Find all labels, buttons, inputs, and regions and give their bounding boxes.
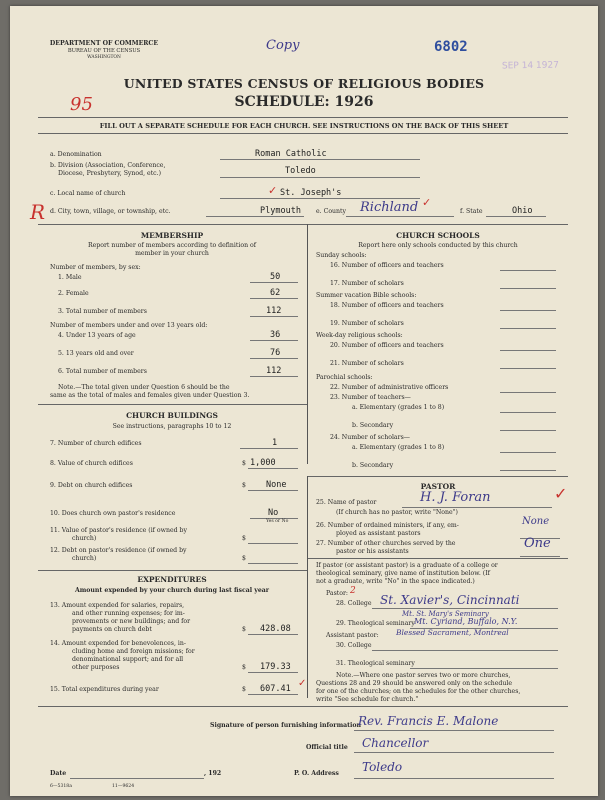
official-title-label: Official title bbox=[306, 744, 348, 751]
dollar-sign: $ bbox=[242, 460, 246, 467]
pastor-note-3: for one of the churches; on the schedules for the other churches, bbox=[316, 688, 521, 695]
margin-letter: R bbox=[30, 200, 46, 224]
schools-intro: Report here only schools conducted by this church bbox=[358, 242, 518, 249]
county-value: Richland bbox=[360, 200, 419, 215]
denomination-value: Roman Catholic bbox=[255, 149, 327, 159]
pastor-heading: PASTOR bbox=[420, 482, 456, 491]
q24a-label: a. Elementary (grades 1 to 8) bbox=[352, 444, 445, 451]
membership-intro: Report number of members according to definition of bbox=[87, 242, 257, 249]
pastor-name-value: H. J. Foran bbox=[420, 490, 491, 505]
membership-heading: MEMBERSHIP bbox=[140, 231, 204, 240]
pastor-note: Note.—Where one pastor serves two or more churches, bbox=[336, 672, 511, 679]
sunday-label: Sunday schools: bbox=[316, 252, 367, 259]
q13-label-4: payments on church debt bbox=[72, 626, 152, 633]
q14-label-4: other purposes bbox=[72, 664, 120, 671]
q7-label: 7. Number of church edifices bbox=[50, 440, 142, 447]
division-value: Toledo bbox=[285, 166, 316, 176]
q19-label: 19. Number of scholars bbox=[330, 320, 404, 327]
schools-heading: CHURCH SCHOOLS bbox=[396, 231, 480, 240]
form-subtitle: SCHEDULE: 1926 bbox=[234, 94, 374, 110]
footer-code-right: 11—9624 bbox=[112, 784, 135, 789]
q15-label: 15. Total expenditures during year bbox=[50, 686, 159, 693]
q27-label: 27. Number of other churches served by the bbox=[316, 540, 456, 547]
q23b-label: b. Secondary bbox=[352, 422, 394, 429]
graduate-note-3: not a graduate, write "No" in the space indicated.) bbox=[316, 578, 475, 585]
q1-label: 1. Male bbox=[58, 274, 82, 281]
dollar-sign: $ bbox=[242, 555, 246, 562]
buildings-intro: See instructions, paragraphs 10 to 12 bbox=[112, 423, 232, 430]
department-label: DEPARTMENT OF COMMERCE bbox=[49, 40, 159, 47]
checkmark-icon: ✓ bbox=[554, 484, 568, 503]
dollar-sign: $ bbox=[242, 535, 246, 542]
expenditures-intro: Amount expended by your church during last fiscal year bbox=[74, 587, 270, 594]
q25-hint: (If church has no pastor, write "None") bbox=[336, 509, 458, 516]
q11-label: 11. Value of pastor's residence (if owned by bbox=[50, 527, 187, 534]
po-address-label: P. O. Address bbox=[294, 770, 339, 777]
q9-value: None bbox=[266, 480, 287, 490]
q28-label: 28. College bbox=[336, 600, 372, 607]
q25-label: 25. Name of pastor bbox=[316, 499, 377, 506]
signature-value: Rev. Francis E. Malone bbox=[358, 714, 499, 728]
denomination-label: a. Denomination bbox=[50, 151, 102, 158]
graduate-note-2: theological seminary, give name of institution below. (If bbox=[316, 570, 490, 577]
church-name-value: St. Joseph's bbox=[280, 188, 342, 198]
checkmark-icon: ✓ bbox=[268, 184, 278, 197]
church-name-label: c. Local name of church bbox=[50, 190, 126, 197]
state-value: Ohio bbox=[512, 206, 533, 216]
q8-label: 8. Value of church edifices bbox=[50, 460, 133, 467]
form-title: UNITED STATES CENSUS OF RELIGIOUS BODIES bbox=[123, 76, 485, 91]
q24b-label: b. Secondary bbox=[352, 462, 394, 469]
q27-label-2: pastor or his assistants bbox=[336, 548, 409, 555]
q23a-label: a. Elementary (grades 1 to 8) bbox=[352, 404, 445, 411]
checkmark-icon: ✓ bbox=[298, 678, 307, 689]
q15-value: 607.41 bbox=[260, 684, 291, 694]
q14-label-2: cluding home and foreign missions; for bbox=[72, 648, 195, 655]
buildings-heading: CHURCH BUILDINGS bbox=[126, 411, 218, 420]
dollar-sign: $ bbox=[242, 482, 246, 489]
q28-value: St. Xavier's, Cincinnati bbox=[380, 593, 520, 607]
copy-note: Copy bbox=[266, 38, 300, 53]
graduate-note: If pastor (or assistant pastor) is a graduate of a college or bbox=[316, 562, 498, 569]
q29-value-2: Mt. Cyriand, Buffalo, N.Y. bbox=[414, 617, 518, 626]
assistant-subheading: Assistant pastor: bbox=[326, 632, 379, 639]
q14-value: 179.33 bbox=[260, 662, 291, 672]
q10-value: No bbox=[268, 508, 279, 518]
county-label: e. County bbox=[316, 208, 347, 215]
year-suffix: , 192 bbox=[204, 770, 222, 777]
q4-label: 4. Under 13 years of age bbox=[58, 332, 136, 339]
pastor-note-2: Questions 28 and 29 should be answered only on the schedule bbox=[316, 680, 513, 687]
q2-value: 62 bbox=[270, 288, 281, 298]
city-value: Plymouth bbox=[260, 206, 301, 216]
q3-value: 112 bbox=[266, 306, 282, 316]
q5-label: 5. 13 years old and over bbox=[58, 350, 134, 357]
q8-value: 1,000 bbox=[250, 458, 276, 468]
q12-label: 12. Debt on pastor's residence (if owned by bbox=[50, 547, 187, 554]
q14-label-3: denominational support; and for all bbox=[72, 656, 184, 663]
weekday-label: Week-day religious schools: bbox=[316, 332, 403, 339]
q3-label: 3. Total number of members bbox=[58, 308, 147, 315]
margin-number: 95 bbox=[70, 94, 93, 115]
city-label-field: d. City, town, village, or township, etc. bbox=[50, 208, 171, 215]
q11-label-2: church) bbox=[72, 535, 97, 542]
instruction-line: FILL OUT A SEPARATE SCHEDULE FOR EACH CHURCH. SEE INSTRUCTIONS ON THE BACK OF THIS SHEET bbox=[99, 122, 509, 130]
q6-value: 112 bbox=[266, 366, 282, 376]
q26-label: 26. Number of ordained ministers, if any, em- bbox=[316, 522, 459, 529]
q26-label-2: ployed as assistant pastors bbox=[336, 530, 421, 537]
q31-label: 31. Theological seminary bbox=[336, 660, 415, 667]
dollar-sign: $ bbox=[242, 686, 246, 693]
bureau-label: BUREAU OF THE CENSUS bbox=[67, 48, 141, 54]
division-label-2: Diocese, Presbytery, Synod, etc.) bbox=[58, 170, 162, 177]
q13-label: 13. Amount expended for salaries, repairs, bbox=[50, 602, 185, 609]
age-label: Number of members under and over 13 years old: bbox=[50, 322, 208, 329]
q13-value: 428.08 bbox=[260, 624, 291, 634]
expenditures-heading: EXPENDITURES bbox=[137, 575, 207, 584]
q29-label: 29. Theological seminary bbox=[336, 620, 415, 627]
footer-code-left: 6—5318a bbox=[50, 784, 72, 789]
q13-label-3: provements or new buildings; and for bbox=[72, 618, 191, 625]
q6-label: 6. Total number of members bbox=[58, 368, 147, 375]
dollar-sign: $ bbox=[242, 626, 246, 633]
membership-note-2: same as the total of males and females given under Question 3. bbox=[50, 392, 250, 399]
q7-value: 1 bbox=[272, 438, 278, 448]
q4-value: 36 bbox=[270, 330, 281, 340]
form-number: 6802 bbox=[434, 39, 468, 55]
q23-label: 23. Number of teachers— bbox=[330, 394, 411, 401]
q14-label: 14. Amount expended for benevolences, in- bbox=[50, 640, 186, 647]
checkmark-icon: ✓ bbox=[422, 196, 432, 209]
q30-label: 30. College bbox=[336, 642, 372, 649]
census-schedule-page: DEPARTMENT OF COMMERCE BUREAU OF THE CENSUS WASHINGTON Copy 6802 SEP 14 1927 UNITED STATES CENSUS OF RELIGIOUS BODIES SCHEDULE: 1926 95 FILL OUT A SEPARATE SCHEDULE FOR EACH CHURCH. SEE INSTRUCTIONS ON THE BACK OF THIS SHEET a. Denomination Roman Catholic b. Division (Association, Conference, Diocese, Presbytery, Synod, etc.) Toledo c. Local name of church St. Joseph's ✓ R d. City, town, village, or township, etc. Plymouth e. County Richland ✓ f. State Ohio MEMBERSHIP Report number of members according to definition of member in your church Number of members, by sex: 1. Male 50 2. Female 62 3. Total number of members 112 Number of members under and over 13 years old: 4. Under 13 years of age 36 5. 13 years old and over 76 6. Total number of members 112 Note.—The total given under Question 6 should be the same as the total of males and females given under Question 3. CHURCH BUILDINGS See instructions, paragraphs 10 to 12 7. Number of church edifices 1 8. Value of church edifices $ 1,000 9. Debt on church edifices $ None 10. Does church own pastor's residence No Yes or No 11. Value of pastor's residence (if owned by church) $ 12. Debt on pastor's residence (if owned by church) $ EXPENDITURES Amount expended by your church during last fiscal year 13. Amount expended for salaries, repairs, and other running expenses; for im- provements or new buildings; and for payments on church debt $ 428.08 14. Amount expended for benevolences, in- cluding home and foreign missions; for denominational support; and for all other purposes $ 179.33 15. Total expenditures during year $ 607.41 ✓ CHURCH SCHOOLS Report here only schools conducted by this church Sunday schools: 16. Number of officers and teachers 17. Number of scholars Summer vacation Bible schools: 18. Number of officers and teachers 19. Number of scholars Week-day religious schools: 20. Number of officers and teachers 21. Number of scholars Parochial schools: 22. Number of administrative officers 23. Number of teachers— a. Elementary (grades 1 to 8) b. Secondary 24. Number of scholars— a. Elementary (grades 1 to 8) b. Secondary PASTOR 25. Name of pastor H. J. Foran ✓ (If church has no pastor, write "None") 26. Number of ordained ministers, if any, em- ployed as assistant pastors None 27. Number of other churches served by the pastor or his assistants One If pastor (or assistant pastor) is a graduate of a college or theological seminary, give name of institution below. (If not a graduate, write "No" in the space indicated.) Pastor: 2 28. College St. Xavier's, Cincinnati Mt. St. Mary's Seminary 29. Theological seminary Mt. Cyriand, Buffalo, N.Y. Assistant pastor: Blessed Sacrament, Montreal 30. College 31. Theological seminary Note.—Where one pastor serves two or more churches, Questions 28 and 29 should be answered only on the schedule for one of the churches; on the schedules for the other churches, write "See schedule for church." Signature of person furnishing information Rev. Francis E. Malone Official title Chancellor Date , 192 P. O. Address Toledo 6—5318a 11—9624 bbox=[10, 6, 598, 796]
q18-label: 18. Number of officers and teachers bbox=[330, 302, 444, 309]
q27-value: One bbox=[524, 536, 551, 551]
membership-intro-2: member in your church bbox=[135, 250, 209, 257]
signature-label: Signature of person furnishing information bbox=[210, 722, 361, 729]
q22-label: 22. Number of administrative officers bbox=[330, 384, 449, 391]
received-date-stamp: SEP 14 1927 bbox=[501, 60, 559, 72]
po-address-value: Toledo bbox=[362, 760, 403, 774]
q29-value: Mt. St. Mary's Seminary bbox=[402, 610, 489, 618]
q10-label: 10. Does church own pastor's residence bbox=[50, 510, 176, 517]
q30-value: Blessed Sacrament, Montreal bbox=[396, 628, 509, 637]
q17-label: 17. Number of scholars bbox=[330, 280, 404, 287]
date-label: Date bbox=[50, 770, 67, 777]
q26-value: None bbox=[522, 516, 550, 527]
division-label: b. Division (Association, Conference, bbox=[50, 162, 166, 169]
parochial-label: Parochial schools: bbox=[316, 374, 373, 381]
by-sex-label: Number of members, by sex: bbox=[50, 264, 141, 271]
membership-note: Note.—The total given under Question 6 should be the bbox=[58, 384, 230, 391]
q5-value: 76 bbox=[270, 348, 281, 358]
q20-label: 20. Number of officers and teachers bbox=[330, 342, 444, 349]
q16-label: 16. Number of officers and teachers bbox=[330, 262, 444, 269]
q24-label: 24. Number of scholars— bbox=[330, 434, 410, 441]
q12-label-2: church) bbox=[72, 555, 97, 562]
q9-label: 9. Debt on church edifices bbox=[50, 482, 133, 489]
q21-label: 21. Number of scholars bbox=[330, 360, 404, 367]
q1-value: 50 bbox=[270, 272, 281, 282]
pastor-note-4: write "See schedule for church." bbox=[316, 696, 419, 703]
pastor-subheading: Pastor: bbox=[326, 590, 349, 597]
official-title-value: Chancellor bbox=[362, 736, 429, 750]
q13-label-2: and other running expenses; for im- bbox=[72, 610, 185, 617]
yes-no-hint: Yes or No bbox=[266, 519, 289, 524]
dollar-sign: $ bbox=[242, 664, 246, 671]
city-label: WASHINGTON bbox=[87, 55, 121, 60]
q2-label: 2. Female bbox=[58, 290, 89, 297]
vacation-label: Summer vacation Bible schools: bbox=[316, 292, 417, 299]
state-label: f. State bbox=[460, 208, 483, 215]
